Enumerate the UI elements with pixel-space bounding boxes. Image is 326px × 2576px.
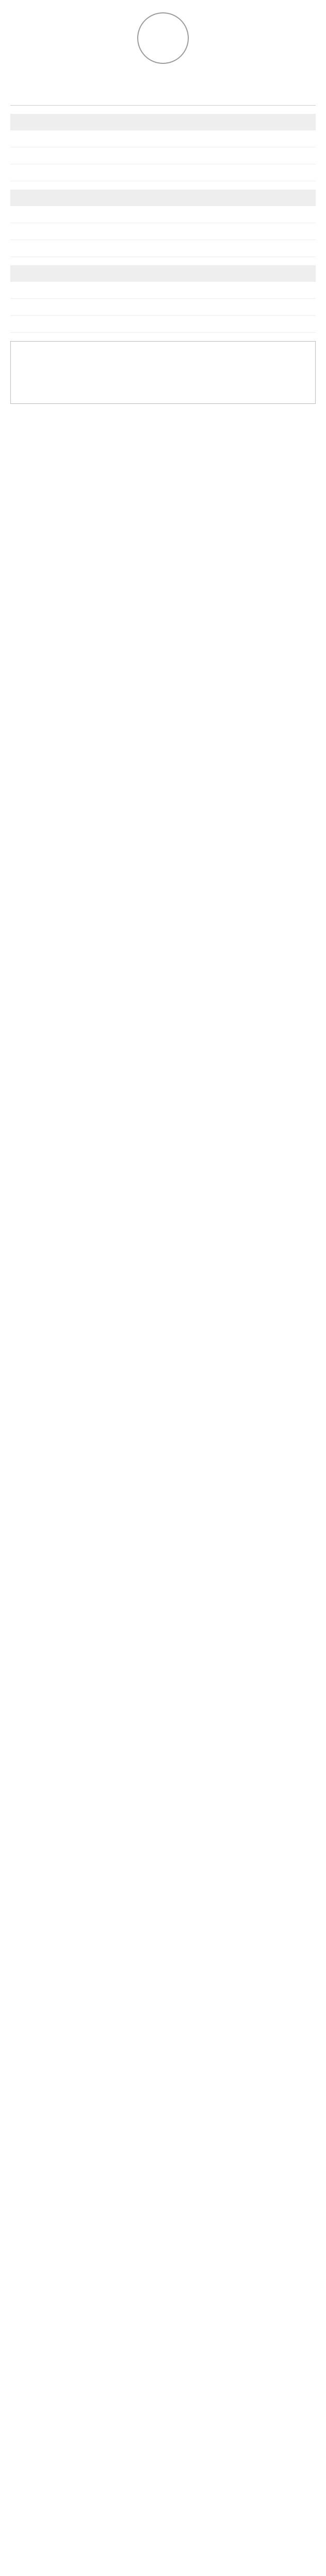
row-label [14, 168, 250, 180]
row-label [14, 151, 250, 163]
row-label [14, 134, 250, 146]
section-heading [10, 265, 316, 282]
row-value [250, 303, 312, 314]
section-row [10, 150, 316, 164]
row-label [14, 303, 250, 314]
section-heading [10, 190, 316, 206]
document-section [10, 114, 316, 181]
row-value [250, 210, 312, 222]
section-row [10, 167, 316, 181]
row-value [250, 151, 312, 163]
section-heading [10, 114, 316, 130]
document-section [10, 190, 316, 257]
document-header [10, 12, 316, 106]
section-row [10, 243, 316, 257]
section-row [10, 226, 316, 240]
row-value [250, 168, 312, 180]
document-title [10, 69, 316, 83]
section-row [10, 285, 316, 299]
section-row [10, 319, 316, 333]
section-row [10, 302, 316, 316]
row-value [250, 320, 312, 331]
document-subtitle [10, 89, 316, 99]
row-label [14, 244, 250, 256]
row-value [250, 286, 312, 297]
row-label [14, 320, 250, 331]
section-row [10, 209, 316, 223]
row-label [14, 286, 250, 297]
logo-icon [137, 12, 189, 64]
row-value [250, 227, 312, 239]
row-label [14, 227, 250, 239]
row-value [250, 134, 312, 146]
section-row [10, 133, 316, 147]
row-label [14, 210, 250, 222]
signature-area [10, 341, 316, 404]
document-section [10, 265, 316, 333]
row-value [250, 244, 312, 256]
